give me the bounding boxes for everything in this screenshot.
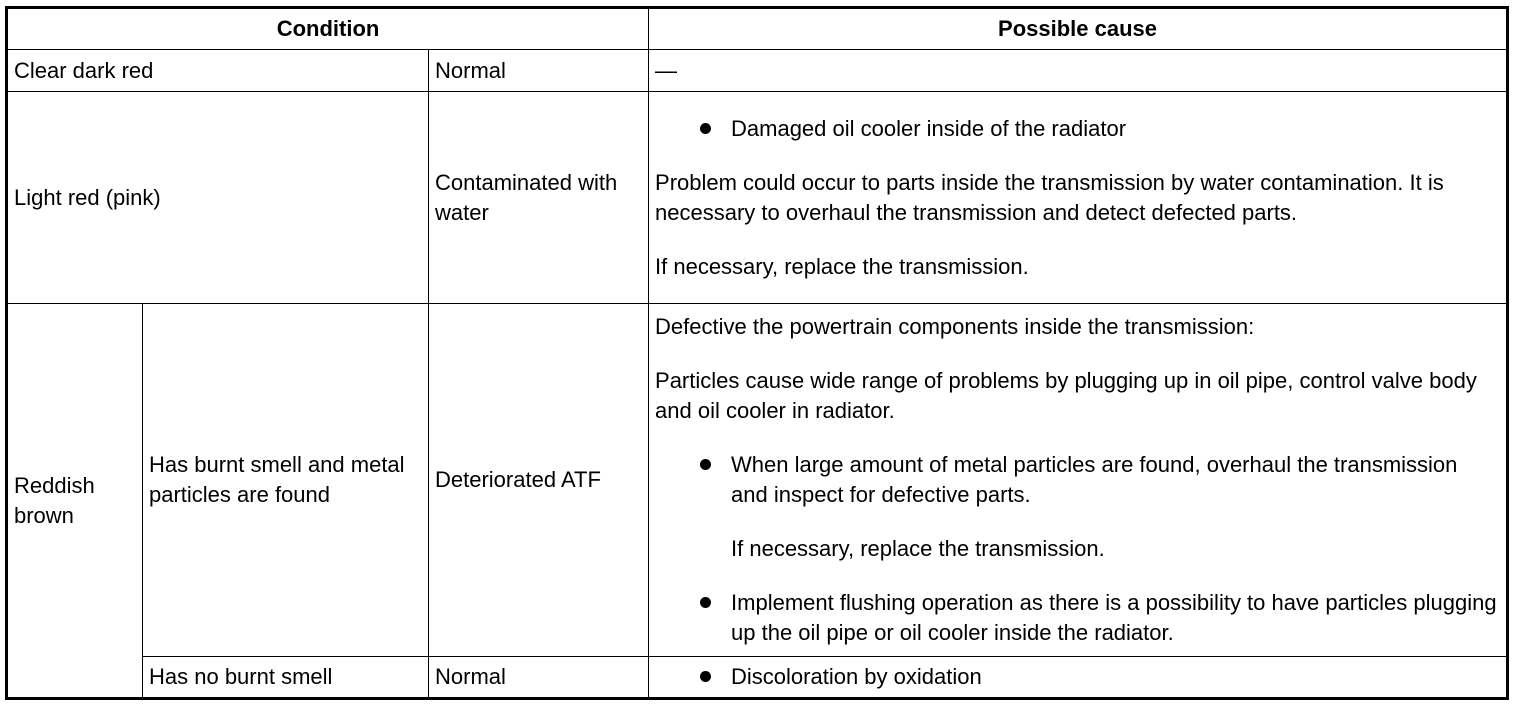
cell-color: Reddish brown [7,304,143,699]
cell-color: Clear dark red [7,50,429,92]
cause-paragraph: Particles cause wide range of problems by plugging up in oil pipe, control valve body and oil cooler in radiator. [655,368,1477,423]
cell-color: Light red (pink) [7,92,429,304]
cause-paragraph: Problem could occur to parts inside the transmission by water contamination. It is necessary to overhaul the transmission and detect defected parts. [655,169,1444,225]
cell-state: Deteriorated ATF [429,304,649,657]
cause-dash: — [655,57,678,83]
bullet-icon [700,597,711,608]
list-item: Discoloration by oxidation [731,662,1500,692]
cell-cause [649,50,1508,92]
cell-smell: Has no burnt smell [143,657,429,699]
cell-state: Contaminated with water [429,92,649,304]
cell-cause [649,657,1508,699]
bullet-icon [700,459,711,470]
list-item: Implement flushing operation as there is a possibility to have particles plugging up the oil pipe or oil cooler inside the radiator. [731,588,1500,648]
bullet-icon [700,123,711,134]
cell-state: Normal [429,50,649,92]
bullet-icon [700,671,711,682]
list-item: Damaged oil cooler inside of the radiator [731,114,1500,144]
table-row [7,50,1508,92]
table-row [7,304,1508,657]
list-item: When large amount of metal particles are found, overhaul the transmission and inspect for defective parts. If necessary, replace the transmission. [731,450,1500,564]
bullet-subparagraph: If necessary, replace the transmission. [731,536,1105,561]
table-row [7,657,1508,699]
cause-paragraph: Defective the powertrain components inside the transmission: [655,314,1255,339]
atf-condition-table [5,6,1509,700]
cell-cause [649,304,1508,657]
header-possible-cause: Possible cause [649,8,1508,50]
cell-smell: Has burnt smell and metal particles are found [143,304,429,657]
cell-state: Normal [429,657,649,699]
table-row [7,92,1508,304]
cell-cause [649,92,1508,304]
header-condition: Condition [7,8,649,50]
cause-paragraph: If necessary, replace the transmission. [655,253,1029,279]
